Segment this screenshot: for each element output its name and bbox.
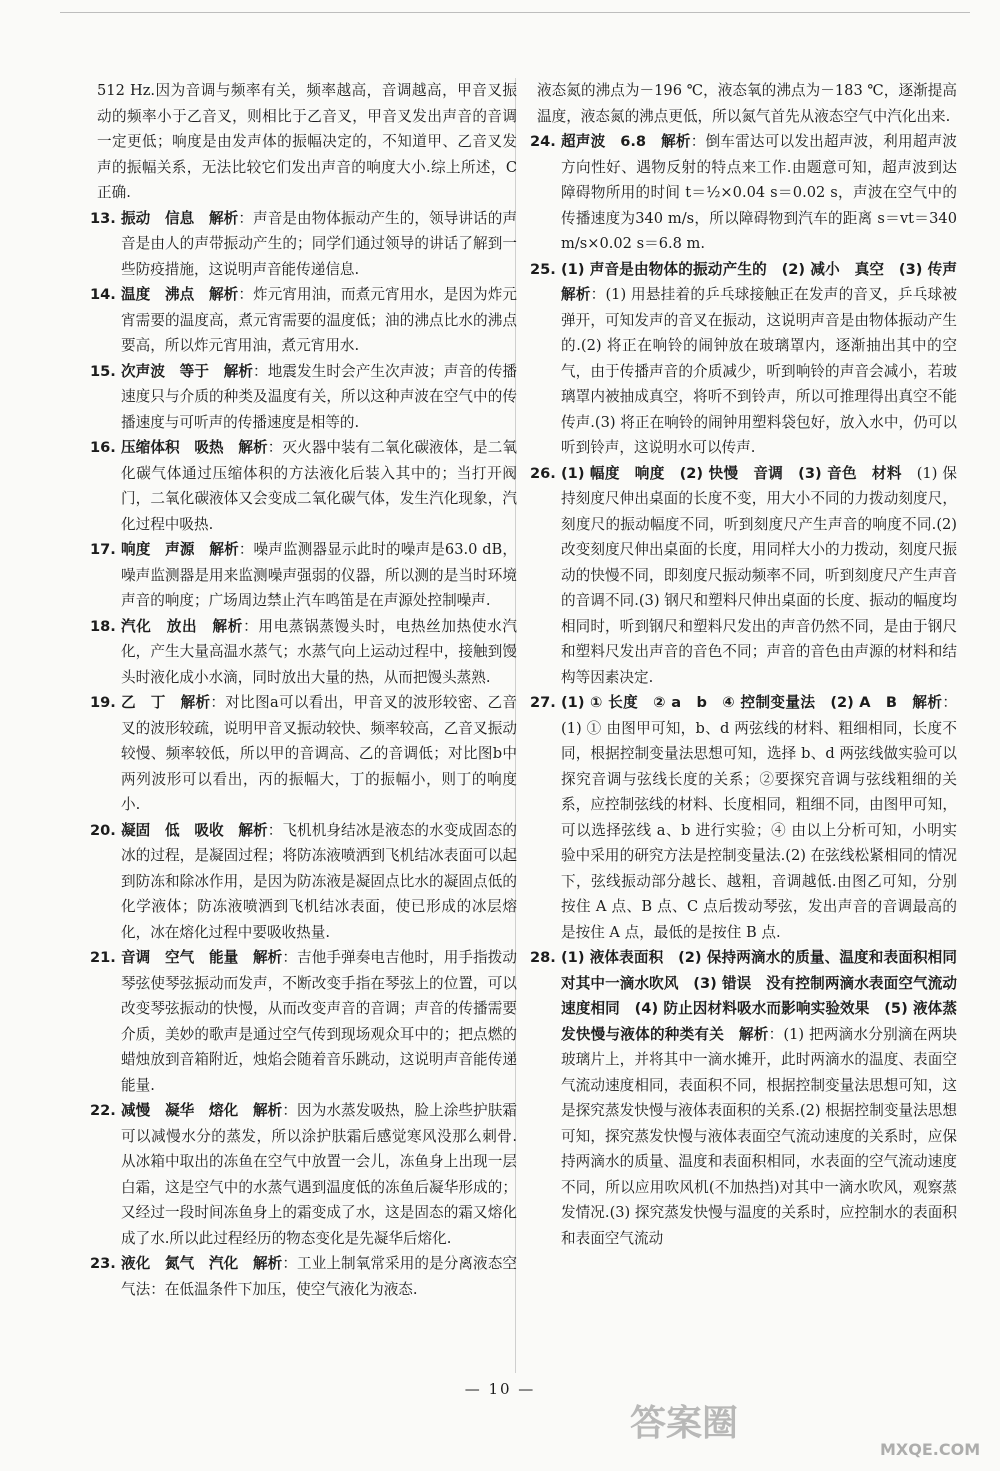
analysis-label: 解析 bbox=[212, 617, 244, 635]
item-answer: 温度 沸点 bbox=[121, 286, 195, 303]
item-answer: (1) 声音是由物体的振动产生的 (2) 减小 真空 (3) 传声 bbox=[561, 260, 957, 278]
item-number: 26. bbox=[530, 464, 556, 482]
item-number: 20. bbox=[90, 821, 116, 839]
item-text: ：(1) ① 由图甲可知，b、d 两弦线的材料、粗细相同，长度不同，根据控制变量法思想可知，选择 b、d 两弦线做实验可以探究音调与弦线长度的关系；②要探究音调与弦线粗细的关系，应控制弦线的材料、长度相同，粗细不同，由图甲可知，可以选择弦线 a、b 进行实验；④ 由以上分析可知，小明实验中采用的研究方法是控制变量法.(2) 在弦线松紧相同的情况下，弦线振动部分越长、越粗，音调越低.由图乙可知，分别按住 A 点、B 点、C 点后拨动琴弦，发出声音的音调最高的是按住 A 点，最低的是按住 B 点. bbox=[561, 694, 957, 941]
answer-item bbox=[90, 206, 517, 283]
item-answer: (1) 液体表面积 (2) 保持两滴水的质量、温度和表面积相同 对其中一滴水吹风 (3) 错误 没有控制两滴水表面空气流动速度相同 (4) 防止因材料吸水而影响实验效果 (5) 液体蒸发快慢与液体的种类有关 bbox=[561, 949, 972, 1043]
item-number: 22. bbox=[90, 1102, 116, 1119]
item-number: 14. bbox=[90, 286, 116, 303]
answer-item bbox=[537, 78, 957, 129]
analysis-label: 解析 bbox=[223, 362, 254, 380]
item-answer: 次声波 等于 bbox=[121, 362, 210, 380]
analysis-label: 解析 bbox=[209, 286, 239, 303]
item-number: 13. bbox=[90, 209, 116, 227]
left-column bbox=[90, 78, 517, 1302]
item-text: ：噪声监测器显示此时的噪声是63.0 dB，噪声监测器是用来监测噪声强弱的仪器，所以测的是当时环境声音的响度；广场周边禁止汽车鸣笛是在声源处控制噪声. bbox=[121, 541, 517, 609]
item-text: ：倒车雷达可以发出超声波，利用超声波方向性好、遇物反射的特点来工作.由题意可知，超声波到达障碍物所用的时间 t＝½×0.04 s＝0.02 s，声波在空气中的传播速度为340 m/s，所以障碍物到汽车的距离 s＝vt＝340 m/s×0.02 s＝6.8 m. bbox=[561, 133, 957, 252]
item-text: ：声音是由物体振动产生的，领导讲话的声音是由人的声带振动产生的；同学们通过领导的讲话了解到一些防疫措施，这说明声音能传递信息. bbox=[121, 209, 517, 278]
item-text: ：地震发生时会产生次声波；声音的传播速度只与介质的种类及温度有关，所以这种声波在空气中的传播速度与可听声的传播速度是相等的. bbox=[121, 362, 517, 431]
item-text: ：工业上制氧常采用的是分离液态空气法：在低温条件下加压，使空气液化为液态. bbox=[121, 1255, 517, 1298]
analysis-label: 解析 bbox=[238, 821, 268, 839]
item-number: 27. bbox=[530, 694, 556, 711]
item-answer: 音调 空气 能量 bbox=[121, 949, 239, 966]
item-text: ：用电蒸锅蒸馒头时，电热丝加热使水汽化，产生大量高温水蒸气；水蒸气向上运动过程中，接触到馒头时液化成小水滴，同时放出大量的热，从而把馒头蒸熟. bbox=[121, 617, 517, 686]
analysis-label: 解析 bbox=[180, 694, 211, 711]
top-rule bbox=[60, 12, 970, 13]
item-text: 512 Hz.因为音调与频率有关，频率越高，音调越高，甲音叉振动的频率小于乙音叉，则相比于乙音叉，甲音叉发出声音的音调一定更低；响度是由发声体的振幅决定的，不知道甲、乙音叉发声的振幅关系，无法比较它们发出声音的响度大小.综上所述，C正确. bbox=[97, 82, 517, 201]
answer-item bbox=[90, 435, 517, 537]
page-number: — 10 — bbox=[464, 1380, 536, 1398]
item-answer: 乙 丁 bbox=[121, 694, 166, 711]
item-text: ：飞机机身结冰是液态的水变成固态的冰的过程，是凝固过程；将防冻液喷洒到飞机结冰表面可以起到防冻和除冰作用，是因为防冻液是凝固点比水的凝固点低的化学液体；防冻液喷洒到飞机结冰表面，使已形成的冰层熔化，冰在熔化过程中要吸收热量. bbox=[121, 821, 517, 941]
answer-item bbox=[530, 257, 957, 461]
answer-item bbox=[97, 78, 517, 206]
item-text: ：吉他手弹奏电吉他时，用手指拨动琴弦使琴弦振动而发声，不断改变手指在琴弦上的位置，可以改变琴弦振动的快慢，从而改变声音的音调；声音的传播需要介质，美妙的歌声是通过空气传到现场观众耳中的；把点燃的蜡烛放到音箱附近，烛焰会随着音乐跳动，这说明声音能传递能量. bbox=[121, 949, 517, 1094]
answer-item bbox=[90, 359, 517, 436]
item-answer: 液化 氮气 汽化 bbox=[121, 1255, 239, 1272]
analysis-label: 解析 bbox=[561, 286, 591, 303]
answer-item bbox=[90, 614, 517, 691]
analysis-label: 解析 bbox=[253, 949, 283, 966]
answer-item bbox=[90, 1251, 517, 1302]
answer-item bbox=[530, 129, 957, 257]
analysis-label: 解析 bbox=[738, 1025, 769, 1043]
item-number: 18. bbox=[90, 617, 116, 635]
item-number: 24. bbox=[530, 133, 556, 150]
item-answer: (1) 幅度 响度 (2) 快慢 音调 (3) 音色 材料 bbox=[561, 464, 902, 482]
item-text: ：灭火器中装有二氧化碳液体，是二氧化碳气体通过压缩体积的方法液化后装入其中的；当打开阀门，二氧化碳液体又会变成二氧化碳气体，发生汽化现象，汽化过程中吸热. bbox=[121, 439, 517, 533]
item-number: 23. bbox=[90, 1255, 116, 1272]
item-answer: 汽化 放出 bbox=[121, 617, 198, 635]
item-text: (1) 保持刻度尺伸出桌面的长度不变，用大小不同的力拨动刻度尺，刻度尺的振动幅度不同，听到刻度尺产生声音的响度不同.(2) 改变刻度尺伸出桌面的长度，用同样大小的力拨动，刻度尺振动的快慢不同，即刻度尺振动频率不同，听到刻度尺产生声音的音调不同.(3) 钢尺和塑料尺伸出桌面的长度、振动的幅度均相同时，听到钢尺和塑料尺发出的声音仍然不同，是由于钢尺和塑料尺发出声音的音色不同；声音的音色由声源的材料和结构等因素决定. bbox=[561, 464, 957, 686]
item-text: ：炸元宵用油，而煮元宵用水，是因为炸元宵需要的温度高，煮元宵需要的温度低；油的沸点比水的沸点要高，所以炸元宵用油，煮元宵用水. bbox=[121, 286, 517, 354]
answer-item bbox=[90, 818, 517, 946]
watermark-logo: 答案圈 bbox=[630, 1403, 739, 1444]
answer-item bbox=[530, 461, 957, 691]
item-number: 16. bbox=[90, 439, 116, 456]
item-number: 25. bbox=[530, 260, 556, 278]
item-number: 19. bbox=[90, 694, 116, 711]
answer-item bbox=[90, 282, 517, 359]
item-text: ：因为水蒸发吸热，脸上涂些护肤霜可以减慢水分的蒸发，所以涂护肤霜后感觉寒风没那么刺骨.从冰箱中取出的冻鱼在空气中放置一会儿，冻鱼身上出现一层白霜，这是空气中的水蒸气遇到温度低的冻鱼后凝华形成的；又经过一段时间冻鱼身上的霜变成了水，这是固态的霜又熔化成了水.所以此过程经历的物态变化是先凝华后熔化. bbox=[121, 1102, 517, 1247]
watermark-site: MXQE.COM bbox=[880, 1440, 981, 1459]
item-answer: 凝固 低 吸收 bbox=[121, 821, 224, 839]
analysis-label: 解析 bbox=[253, 1102, 283, 1119]
item-answer: 减慢 凝华 熔化 bbox=[121, 1102, 239, 1119]
analysis-label: 解析 bbox=[661, 133, 691, 150]
analysis-label: 解析 bbox=[238, 439, 268, 456]
item-text: 液态氮的沸点为－196 ℃，液态氧的沸点为－183 ℃，逐渐提高温度，液态氮的沸点更低，所以氮气首先从液态空气中汽化出来. bbox=[537, 82, 957, 125]
analysis-label: 解析 bbox=[253, 1255, 283, 1272]
answer-item bbox=[90, 945, 517, 1098]
analysis-label: 解析 bbox=[209, 209, 239, 227]
item-number: 28. bbox=[530, 949, 556, 966]
right-column bbox=[530, 78, 972, 1251]
item-text: ：对比图a可以看出，甲音叉的波形较密、乙音叉的波形较疏，说明甲音叉振动较快、频率较高，乙音叉振动较慢、频率较低，所以甲的音调高、乙的音调低；对比图b中两列波形可以看出，丙的振幅大，丁的振幅小，则丁的响度小. bbox=[121, 694, 517, 813]
answer-item bbox=[530, 945, 972, 1251]
item-number: 15. bbox=[90, 362, 116, 380]
analysis-label: 解析 bbox=[912, 694, 943, 711]
item-number: 21. bbox=[90, 949, 116, 966]
item-answer: 响度 声源 bbox=[121, 541, 195, 558]
item-answer: 振动 信息 bbox=[121, 209, 195, 227]
item-answer: (1) ① 长度 ② a b ④ 控制变量法 (2) A B bbox=[561, 694, 898, 711]
answer-item bbox=[530, 690, 957, 945]
item-answer: 压缩体积 吸热 bbox=[121, 439, 224, 456]
item-number: 17. bbox=[90, 541, 116, 558]
item-text: ：(1) 用悬挂着的乒乓球接触正在发声的音叉，乒乓球被弹开，可知发声的音叉在振动，这说明声音是由物体振动产生的.(2) 将正在响铃的闹钟放在玻璃罩内，逐渐抽出其中的空气，由于传播声音的介质减少，听到响铃的声音会减小，若玻璃罩内被抽成真空，将听不到铃声，所以可推理得出真空不能传声.(3) 将正在响铃的闹钟用塑料袋包好，放入水中，仍可以听到铃声，这说明水可以传声. bbox=[561, 286, 957, 456]
item-text: ：(1) 把两滴水分别滴在两块玻璃片上，并将其中一滴水摊开，此时两滴水的温度、表面空气流动速度相同，表面积不同，根据控制变量法思想可知，这是探究蒸发快慢与液体表面积的关系.(2) 根据控制变量法思想可知，探究蒸发快慢与液体表面空气流动速度的关系时，应保持两滴水的质量、温度和表面积相同，水表面的空气流动速度不同，所以应用吹风机(不加热挡)对其中一滴水吹风，观察蒸发情况.(3) 探究蒸发快慢与温度的关系时，应控制水的表面积和表面空气流动 bbox=[561, 1025, 957, 1247]
answer-item bbox=[90, 690, 517, 818]
answer-item bbox=[90, 1098, 517, 1251]
analysis-label: 解析 bbox=[209, 541, 239, 558]
item-answer: 超声波 6.8 bbox=[561, 133, 647, 150]
answer-item bbox=[90, 537, 517, 614]
